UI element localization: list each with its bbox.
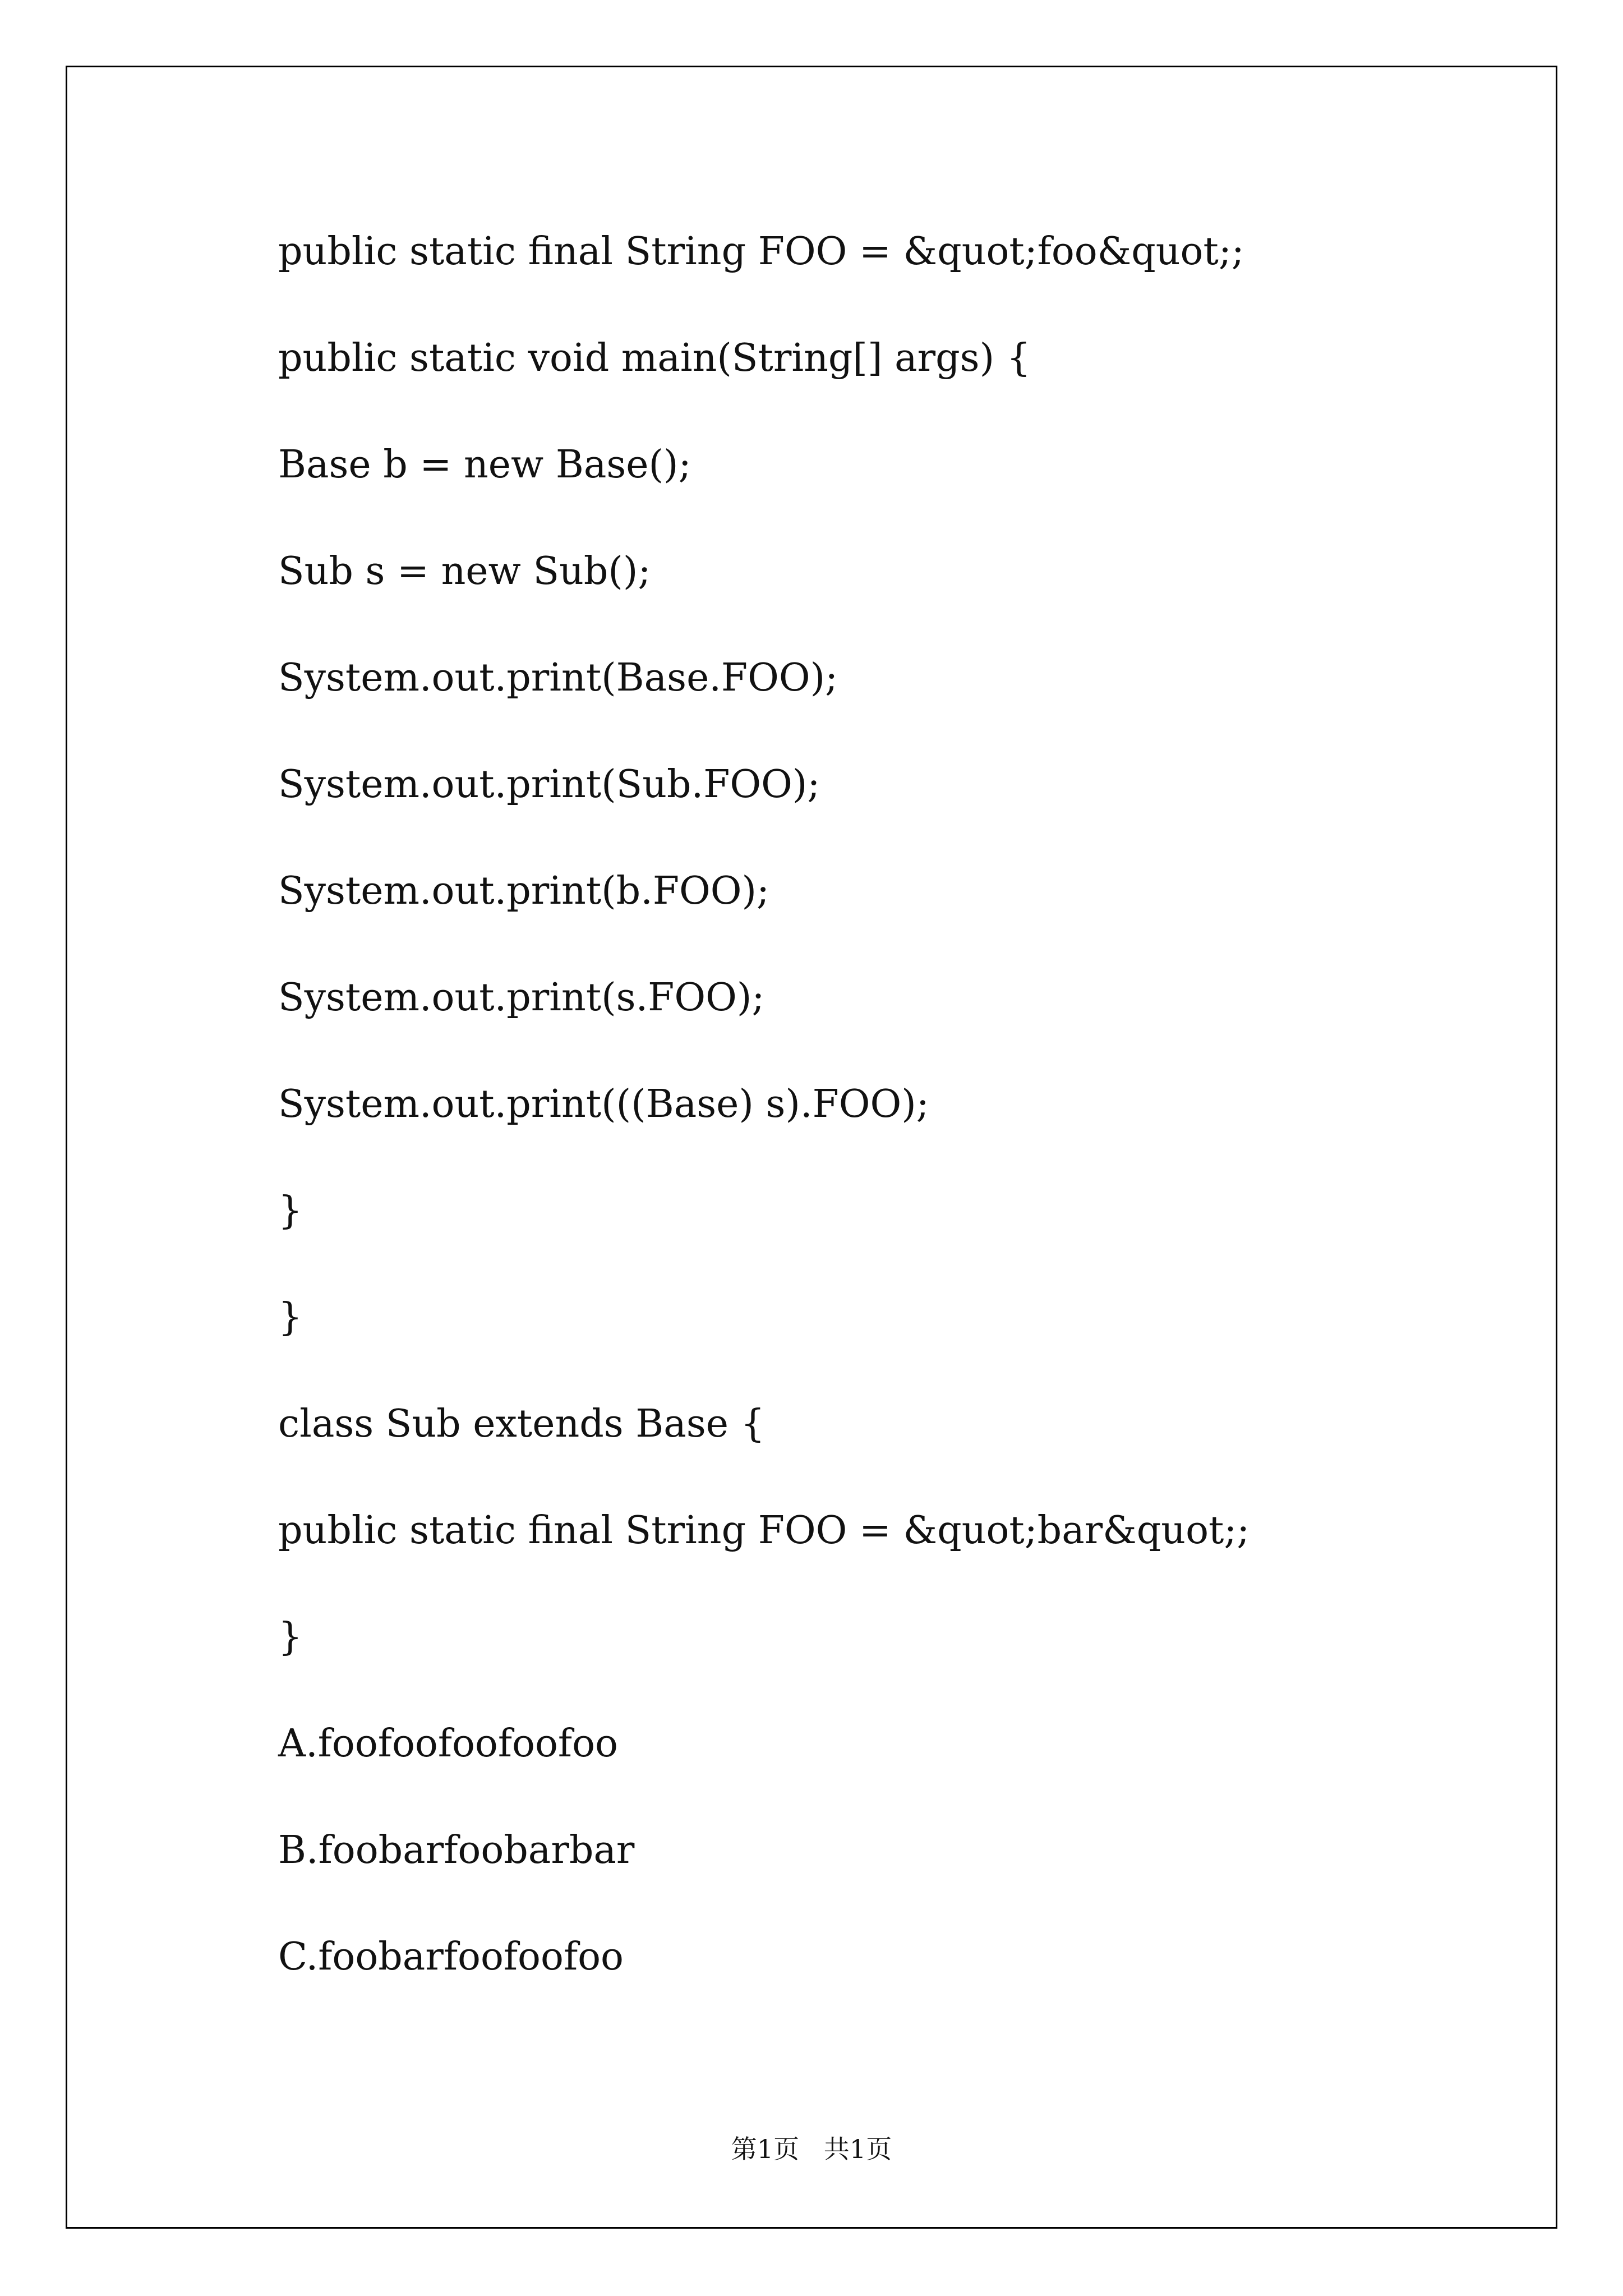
- code-line: Base b = new Base();: [278, 443, 691, 487]
- code-line: System.out.print(b.FOO);: [278, 869, 769, 913]
- code-line: System.out.print(s.FOO);: [278, 976, 765, 1020]
- code-line: }: [278, 1189, 303, 1233]
- page-number-footer: 第1页 共1页: [731, 2134, 892, 2164]
- code-line: }: [278, 1615, 303, 1659]
- code-line: System.out.print(Sub.FOO);: [278, 762, 820, 807]
- code-line: Sub s = new Sub();: [278, 549, 651, 593]
- answer-option-c: C.foobarfoofoofoo: [278, 1935, 624, 1979]
- code-line: public static final String FOO = &quot;foo&quot;;: [278, 229, 1244, 274]
- page-border: [66, 66, 1557, 2229]
- answer-option-b: B.foobarfoobarbar: [278, 1828, 635, 1872]
- code-line: System.out.print(((Base) s).FOO);: [278, 1082, 929, 1126]
- answer-option-a: A.foofoofoofoofoo: [278, 1722, 618, 1766]
- code-line: }: [278, 1295, 303, 1340]
- code-line: class Sub extends Base {: [278, 1402, 765, 1446]
- code-line: public static void main(String[] args) {: [278, 336, 1031, 380]
- code-line: System.out.print(Base.FOO);: [278, 656, 838, 700]
- code-line: public static final String FOO = &quot;bar&quot;;: [278, 1508, 1250, 1553]
